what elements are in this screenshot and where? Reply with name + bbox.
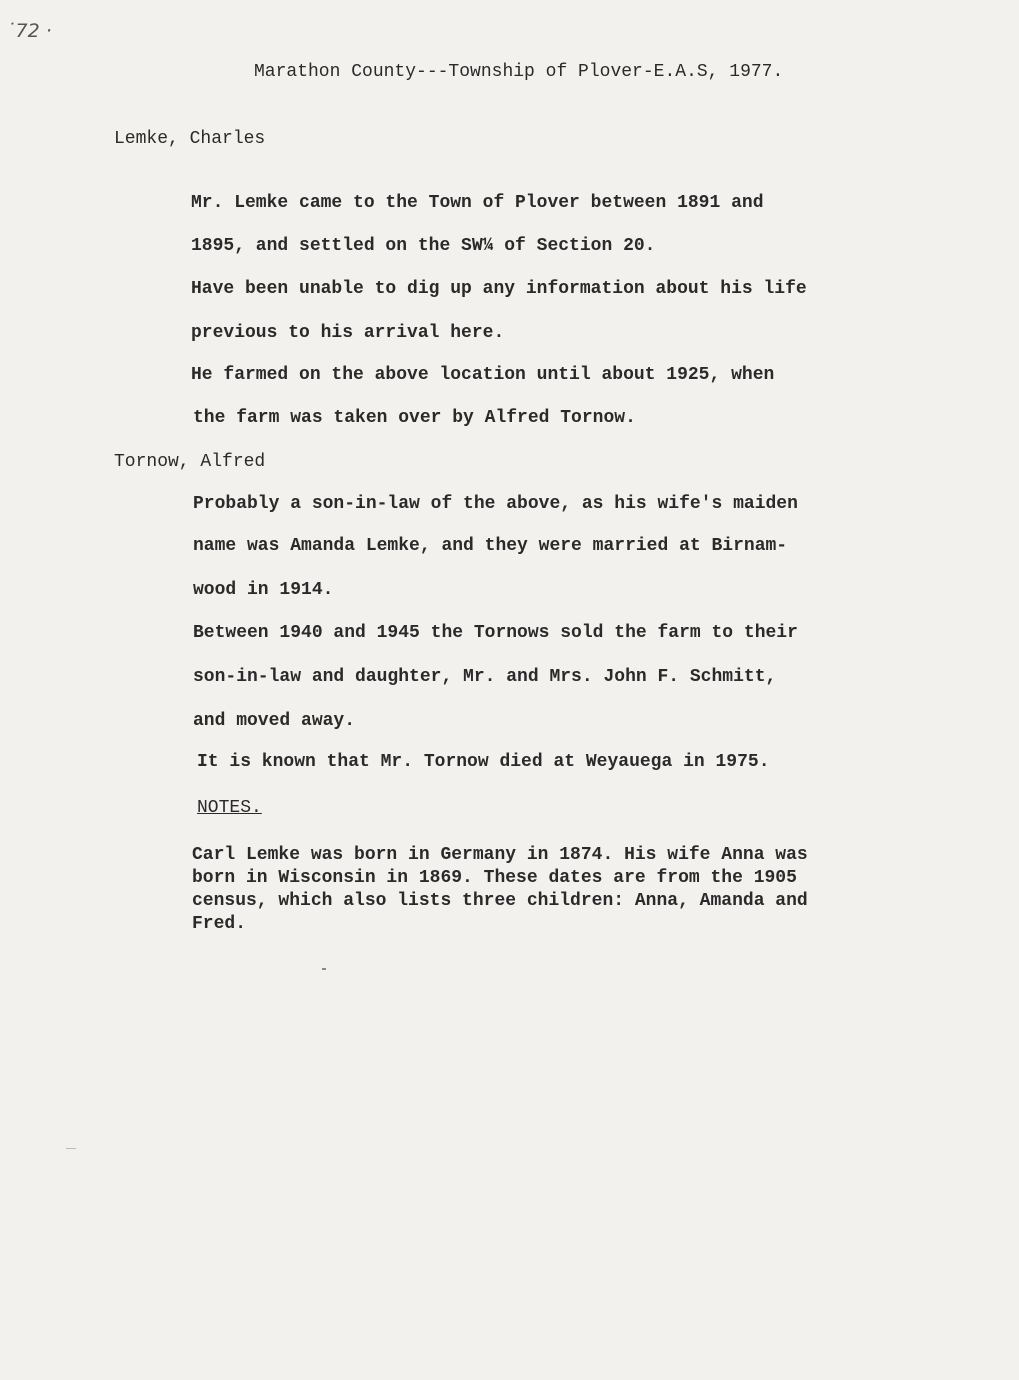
tornow-paragraph-line: and moved away. <box>193 711 356 731</box>
tornow-paragraph-line: son-in-law and daughter, Mr. and Mrs. John F. Schmitt, <box>193 667 777 687</box>
lemke-paragraph-line: Mr. Lemke came to the Town of Plover between 1891 and <box>191 193 764 213</box>
tornow-paragraph-line: Probably a son-in-law of the above, as his wife's maiden <box>193 494 798 514</box>
notes-line: Fred. <box>192 914 247 934</box>
lemke-paragraph-line: previous to his arrival here. <box>191 323 505 343</box>
paper-speck <box>66 1148 76 1149</box>
notes-line: born in Wisconsin in 1869. These dates are from the 1905 <box>192 868 797 888</box>
page-number: ˙72 · <box>6 20 52 42</box>
lemke-paragraph-line: Have been unable to dig up any information about his life <box>191 279 807 299</box>
tornow-paragraph-line: It is known that Mr. Tornow died at Weyauega in 1975. <box>197 752 770 772</box>
tornow-paragraph-line: wood in 1914. <box>193 580 334 600</box>
section-heading-lemke: Lemke, Charles <box>114 129 266 149</box>
tornow-paragraph-line: name was Amanda Lemke, and they were married at Birnam- <box>193 536 788 556</box>
paper-speck <box>322 968 326 970</box>
notes-line: Carl Lemke was born in Germany in 1874. His wife Anna was <box>192 845 808 865</box>
lemke-paragraph-line: the farm was taken over by Alfred Tornow. <box>193 408 636 428</box>
page-title: Marathon County---Township of Plover-E.A.S, 1977. <box>254 62 784 82</box>
section-heading-tornow: Tornow, Alfred <box>114 452 266 472</box>
lemke-paragraph-line: 1895, and settled on the SW¼ of Section 20. <box>191 236 656 256</box>
tornow-paragraph-line: Between 1940 and 1945 the Tornows sold the farm to their <box>193 623 798 643</box>
lemke-paragraph-line: He farmed on the above location until about 1925, when <box>191 365 775 385</box>
notes-heading: NOTES. <box>197 798 262 818</box>
notes-line: census, which also lists three children: Anna, Amanda and <box>192 891 808 911</box>
